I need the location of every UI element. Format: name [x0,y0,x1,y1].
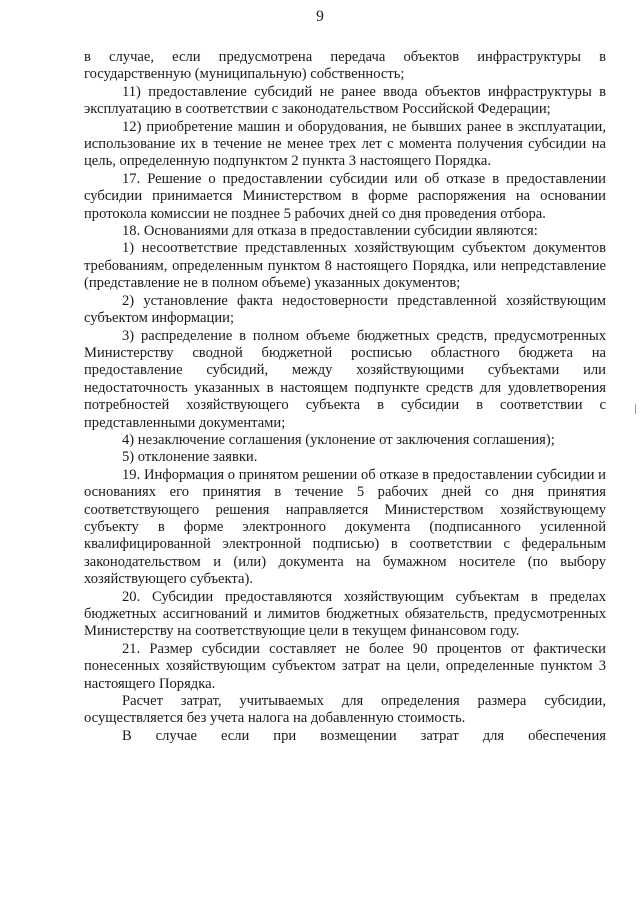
paragraph-clause-20: 20. Субсидии предоставляются хозяйствующим субъектам в пределах бюджетных ассигнований и лимитов бюджетных обязательств, предусмотренных Министерству на соответствующие цели в текущем финансовом году. [84,588,606,640]
paragraph-clause-18-item-3: 3) распределение в полном объеме бюджетных средств, предусмотренных Министерству сводной бюджетной росписью областного бюджета на предоставление субсидий, между хозяйствующими субъектами или недостаточность указанных в настоящем подпункте средств для удовлетворения потребностей хозяйствующего субъекта в субсидии в соответствии с представленными документами; [84,327,606,431]
paragraph-continuation: в случае, если предусмотрена передача объектов инфраструктуры в государственную (муниципальную) собственность; [84,49,606,83]
paragraph-trailing-fragment: В случае если при возмещении затрат для обеспечения [122,727,606,744]
paragraph-item-12: 12) приобретение машин и оборудования, не бывших ранее в эксплуатации, использование их в течение не менее трех лет с момента получения субсидии на цель, определенную подпунктом 2 пункта 3 настоящего Порядка. [84,118,606,170]
paragraph-clause-18-item-4: 4) незаключение соглашения (уклонение от заключения соглашения); [122,431,555,448]
scan-artifact-mark [635,404,636,414]
paragraph-cost-calculation: Расчет затрат, учитываемых для определения размера субсидии, осуществляется без учета налога на добавленную стоимость. [84,693,606,727]
paragraph-clause-18: 18. Основаниями для отказа в предоставлении субсидии являются: [122,223,538,240]
page-number: 9 [316,8,324,25]
paragraph-clause-19: 19. Информация о принятом решении об отказе в предоставлении субсидии и основаниях его принятия в течение 5 рабочих дней со дня принятия соответствующего решения направляется Министерством хозяйствующему субъекту в форме электронного документа (подписанного усиленной квалифицированной электронной подписью) в соответствии с федеральным законодательством и (или) документа на бумажном носителе (по выбору хозяйствующего субъекта). [84,466,606,588]
paragraph-clause-18-item-2: 2) установление факта недостоверности представленной хозяйствующим субъектом информации; [84,292,606,327]
paragraph-clause-18-item-5: 5) отклонение заявки. [122,449,258,466]
paragraph-clause-17: 17. Решение о предоставлении субсидии или об отказе в предоставлении субсидии принимается Министерством в форме распоряжения на основании протокола комиссии не позднее 5 рабочих дней со дня проведения отбора. [84,170,606,222]
paragraph-clause-21: 21. Размер субсидии составляет не более 90 процентов от фактически понесенных хозяйствующим субъектом затрат на цели, определенные пунктом 3 настоящего Порядка. [84,640,606,692]
paragraph-item-11: 11) предоставление субсидий не ранее ввода объектов инфраструктуры в эксплуатацию в соответствии с законодательством Российской Федерации; [84,83,606,118]
paragraph-clause-18-item-1: 1) несоответствие представленных хозяйствующим субъектом документов требованиям, определенным пунктом 8 настоящего Порядка, или непредставление (представление не в полном объеме) указанных документов; [84,240,606,292]
document-body [84,49,606,745]
